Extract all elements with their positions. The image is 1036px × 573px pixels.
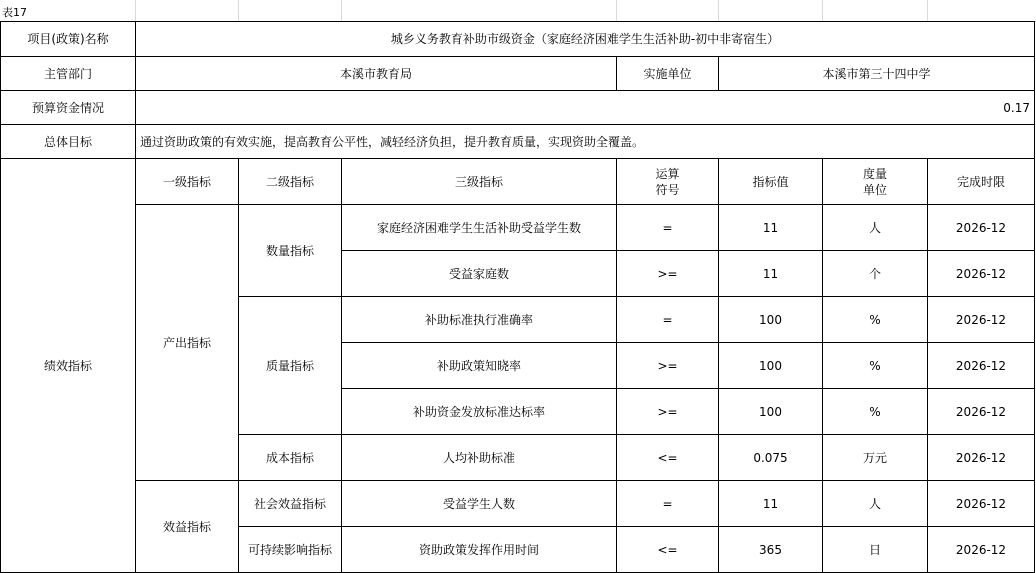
indicator-name: 家庭经济困难学生生活补助受益学生数 <box>342 205 617 251</box>
indicator-name: 补助政策知晓率 <box>342 343 617 389</box>
performance-target-table <box>0 21 1035 573</box>
impl-label: 实施单位 <box>617 57 719 91</box>
indicator-name: 资助政策发挥作用时间 <box>342 527 617 573</box>
sheet-gridline <box>927 0 928 21</box>
header-level2: 二级指标 <box>239 159 342 205</box>
impl-value: 本溪市第三十四中学 <box>719 57 1035 91</box>
indicator-value: 11 <box>719 205 823 251</box>
table-row <box>1 205 1035 251</box>
indicator-operator: >= <box>617 389 719 435</box>
department-row <box>1 57 1035 91</box>
group-sustainable: 可持续影响指标 <box>239 527 342 573</box>
indicator-unit: 日 <box>823 527 928 573</box>
group-social: 社会效益指标 <box>239 481 342 527</box>
indicator-operator: >= <box>617 343 719 389</box>
indicator-value: 0.075 <box>719 435 823 481</box>
project-name-value: 城乡义务教育补助市级资金（家庭经济困难学生生活补助-初中非寄宿生） <box>136 22 1035 57</box>
goal-row <box>1 125 1035 159</box>
indicator-value: 11 <box>719 481 823 527</box>
indicator-value: 100 <box>719 389 823 435</box>
indicator-value: 100 <box>719 297 823 343</box>
group-cost: 成本指标 <box>239 435 342 481</box>
header-level1: 一级指标 <box>136 159 239 205</box>
indicator-deadline: 2026-12 <box>928 251 1035 297</box>
group-benefit: 效益指标 <box>136 481 239 573</box>
sheet-gridline <box>135 0 136 21</box>
budget-row <box>1 91 1035 125</box>
indicator-name: 人均补助标准 <box>342 435 617 481</box>
project-name-row <box>1 22 1035 57</box>
budget-value: 0.17 <box>136 91 1035 125</box>
indicator-operator: = <box>617 297 719 343</box>
group-quantity: 数量指标 <box>239 205 342 297</box>
header-unit: 度量单位 <box>823 159 928 205</box>
project-name-label: 项目(政策)名称 <box>1 22 136 57</box>
indicator-operator: = <box>617 205 719 251</box>
indicator-unit: % <box>823 343 928 389</box>
indicator-header-row <box>1 159 1035 205</box>
indicator-value: 100 <box>719 343 823 389</box>
sheet-gridline <box>238 0 239 21</box>
indicator-unit: % <box>823 389 928 435</box>
sheet-gridline <box>616 0 617 21</box>
sheet-gridline <box>718 0 719 21</box>
indicator-deadline: 2026-12 <box>928 435 1035 481</box>
indicator-unit: 人 <box>823 481 928 527</box>
indicator-operator: <= <box>617 527 719 573</box>
indicator-deadline: 2026-12 <box>928 389 1035 435</box>
indicator-name: 受益学生人数 <box>342 481 617 527</box>
goal-value: 通过资助政策的有效实施，提高教育公平性，减轻经济负担，提升教育质量，实现资助全覆盖。 <box>136 125 1035 159</box>
indicator-operator: >= <box>617 251 719 297</box>
group-output: 产出指标 <box>136 205 239 481</box>
indicator-deadline: 2026-12 <box>928 481 1035 527</box>
dept-label: 主管部门 <box>1 57 136 91</box>
indicator-unit: % <box>823 297 928 343</box>
header-operator: 运算符号 <box>617 159 719 205</box>
indicator-name: 受益家庭数 <box>342 251 617 297</box>
header-deadline: 完成时限 <box>928 159 1035 205</box>
indicator-name: 补助标准执行准确率 <box>342 297 617 343</box>
goal-label: 总体目标 <box>1 125 136 159</box>
group-quality: 质量指标 <box>239 297 342 435</box>
indicator-name: 补助资金发放标准达标率 <box>342 389 617 435</box>
indicator-unit: 人 <box>823 205 928 251</box>
header-level3: 三级指标 <box>342 159 617 205</box>
indicator-deadline: 2026-12 <box>928 527 1035 573</box>
indicator-value: 11 <box>719 251 823 297</box>
table-row <box>1 481 1035 527</box>
header-value: 指标值 <box>719 159 823 205</box>
dept-value: 本溪市教育局 <box>136 57 617 91</box>
indicator-deadline: 2026-12 <box>928 343 1035 389</box>
sheet-gridline <box>341 0 342 21</box>
indicator-operator: = <box>617 481 719 527</box>
indicator-value: 365 <box>719 527 823 573</box>
indicator-unit: 万元 <box>823 435 928 481</box>
budget-label: 预算资金情况 <box>1 91 136 125</box>
sheet-gridline <box>822 0 823 21</box>
indicator-operator: <= <box>617 435 719 481</box>
table-label: 表17 <box>2 6 27 19</box>
indicator-unit: 个 <box>823 251 928 297</box>
indicator-deadline: 2026-12 <box>928 297 1035 343</box>
indicator-deadline: 2026-12 <box>928 205 1035 251</box>
perf-section-label: 绩效指标 <box>1 159 136 573</box>
